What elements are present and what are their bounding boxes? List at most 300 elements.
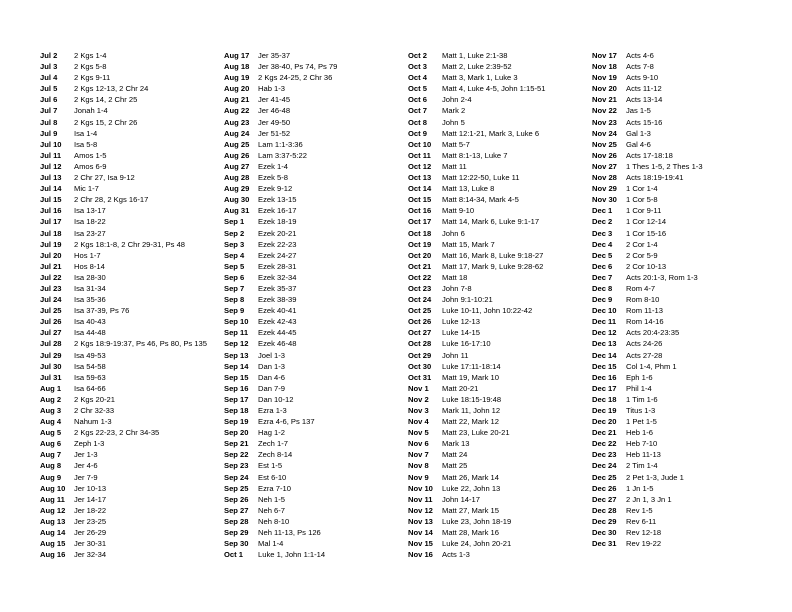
reading-date: Sep 22 [224,450,249,460]
reading-date: Aug 17 [224,51,250,60]
reading-date: Aug 8 [40,461,62,471]
schedule-row [40,283,207,294]
schedule-row [224,527,337,538]
schedule-row [592,239,703,250]
reading-date: Oct 8 [408,117,427,127]
reading-date: Jul 24 [40,295,62,305]
reading-passage: Mal 1-4 [258,539,284,549]
schedule-row [224,228,337,239]
schedule-row [408,194,545,205]
reading-passage: Matt 27, Mark 15 [442,505,499,515]
schedule-row [592,161,703,172]
reading-date: Sep 1 [224,217,245,227]
reading-date: Oct 7 [408,106,427,116]
reading-date: Sep 24 [224,472,249,482]
reading-passage: Matt 8:14-34, Mark 4-5 [442,195,519,205]
reading-date: Dec 11 [592,317,617,327]
reading-passage: Heb 1-6 [626,428,654,438]
reading-passage: Isa 37-39, Ps 76 [74,306,130,316]
reading-passage: Ezra 4-6, Ps 137 [258,417,315,427]
reading-date: Sep 14 [224,361,249,371]
reading-passage: Jer 41-45 [258,95,291,105]
schedule-row [408,327,545,338]
schedule-row [40,327,207,338]
reading-passage: 2 Chr 32-33 [74,406,115,415]
schedule-row [408,250,545,261]
reading-passage: Matt 8:1-13, Luke 7 [442,150,508,160]
reading-passage: Zech 8-14 [258,450,293,460]
reading-passage: 2 Kgs 12-13, 2 Chr 24 [74,84,149,94]
reading-date: Nov 20 [592,84,617,94]
reading-date: Nov 10 [408,483,433,493]
reading-passage: Luke 23, John 18-19 [442,516,512,526]
reading-date: Sep 11 [224,328,249,338]
schedule-row [224,283,337,294]
schedule-row [408,527,545,538]
reading-passage: Jer 1-3 [74,450,98,460]
reading-passage: 2 Chr 27, Isa 9-12 [74,173,135,183]
reading-passage: Matt 14, Mark 6, Luke 9:1-17 [442,217,540,227]
reading-date: Oct 15 [408,195,432,205]
reading-date: Aug 31 [224,206,250,216]
reading-passage: Mark 2 [442,106,466,116]
schedule-row [408,316,545,327]
schedule-row [224,205,337,216]
reading-date: Nov 13 [408,516,433,526]
reading-passage: Isa 5-8 [74,139,98,149]
reading-date: Oct 17 [408,217,432,227]
reading-date: Nov 19 [592,73,617,83]
schedule-row [224,361,337,372]
reading-date: Jul 26 [40,317,62,327]
reading-passage: Rev 19-22 [626,539,662,549]
schedule-row [224,139,337,150]
schedule-row [224,483,337,494]
schedule-row [40,516,207,527]
reading-passage: Lam 3:37-5:22 [258,150,307,160]
reading-date: Aug 4 [40,417,62,427]
reading-date: Nov 29 [592,184,617,194]
schedule-row [592,228,703,239]
schedule-row [40,416,207,427]
schedule-row [40,128,207,139]
reading-passage: Ezek 1-4 [258,161,288,171]
reading-date: Jul 22 [40,272,62,282]
reading-passage: Jas 1-5 [626,106,651,116]
schedule-row [592,494,703,505]
schedule-row [408,416,545,427]
schedule-row [224,405,337,416]
schedule-row [592,83,703,94]
reading-date: Dec 13 [592,339,617,349]
reading-date: Sep 18 [224,406,249,415]
schedule-row [592,383,703,394]
reading-date: Jul 20 [40,250,62,260]
reading-passage: Matt 18 [442,272,468,282]
schedule-row [40,316,207,327]
schedule-row [224,505,337,516]
reading-date: Oct 24 [408,295,432,305]
reading-date: Jul 16 [40,206,62,216]
schedule-row [408,83,545,94]
reading-date: Aug 18 [224,62,250,72]
reading-passage: Matt 12:1-21, Mark 3, Luke 6 [442,128,540,138]
reading-date: Aug 15 [40,539,66,549]
reading-date: Sep 21 [224,439,249,449]
schedule-row [592,538,703,549]
schedule-row [40,460,207,471]
reading-date: Oct 20 [408,250,432,260]
reading-date: Nov 18 [592,62,617,72]
reading-passage: Ezek 46-48 [258,339,297,349]
reading-passage: 2 Tim 1-4 [626,461,658,471]
schedule-row [40,250,207,261]
reading-passage: Acts 11-12 [626,84,662,94]
reading-passage: John 9:1-10:21 [442,295,493,305]
reading-passage: Isa 31-34 [74,283,106,293]
schedule-row [408,61,545,72]
reading-passage: 1 Cor 15-16 [626,228,667,238]
reading-passage: Rom 8-10 [626,295,660,305]
reading-date: Aug 25 [224,139,250,149]
schedule-row [40,61,207,72]
schedule-row [592,117,703,128]
reading-date: Oct 26 [408,317,432,327]
schedule-row [408,183,545,194]
reading-date: Dec 6 [592,261,613,271]
reading-passage: Isa 28-30 [74,272,106,282]
schedule-row [408,438,545,449]
reading-date: Sep 6 [224,272,245,282]
reading-passage: Ezek 44-45 [258,328,297,338]
reading-date: Nov 23 [592,117,617,127]
reading-passage: 1 Cor 12-14 [626,217,667,227]
reading-date: Nov 30 [592,195,617,205]
reading-passage: Acts 24-26 [626,339,663,349]
schedule-row [40,194,207,205]
schedule-row [224,50,337,61]
schedule-row [40,338,207,349]
schedule-row [592,516,703,527]
schedule-row [224,117,337,128]
schedule-row [224,183,337,194]
reading-passage: Acts 1-3 [442,550,470,560]
reading-passage: Isa 59-63 [74,372,106,382]
schedule-row [592,449,703,460]
reading-date: Nov 21 [592,95,617,105]
reading-passage: Ezek 22-23 [258,239,297,249]
reading-date: Nov 24 [592,128,617,138]
schedule-row [224,460,337,471]
reading-date: Dec 3 [592,228,613,238]
reading-passage: Luke 16-17:10 [442,339,491,349]
schedule-row [224,472,337,483]
reading-date: Sep 27 [224,505,249,515]
reading-passage: Jer 4-6 [74,461,98,471]
reading-passage: Matt 11 [442,161,467,171]
reading-passage: Ezek 5-8 [258,173,288,183]
schedule-row [592,394,703,405]
reading-passage: Matt 4, Luke 4-5, John 1:15-51 [442,84,546,94]
schedule-row [40,361,207,372]
reading-passage: Jer 14-17 [74,494,107,504]
schedule-row [40,294,207,305]
reading-date: Aug 12 [40,505,66,515]
reading-passage: Amos 1-5 [74,150,107,160]
schedule-row [40,438,207,449]
schedule-row [224,150,337,161]
reading-date: Oct 9 [408,128,427,138]
reading-passage: Neh 1-5 [258,494,286,504]
reading-date: Oct 30 [408,361,432,371]
reading-passage: Matt 26, Mark 14 [442,472,499,482]
reading-date: Dec 18 [592,394,617,404]
reading-passage: Isa 1-4 [74,128,98,138]
reading-passage: Ezek 38-39 [258,295,297,305]
reading-date: Oct 31 [408,372,432,382]
reading-passage: Jer 18-22 [74,505,107,515]
reading-passage: Ezek 35-37 [258,283,297,293]
schedule-row [224,272,337,283]
schedule-row [224,383,337,394]
reading-date: Sep 3 [224,239,245,249]
schedule-row [224,161,337,172]
schedule-row [40,494,207,505]
reading-passage: 1 Cor 9-11 [626,206,662,216]
reading-passage: Mark 13 [442,439,470,449]
reading-date: Jul 2 [40,51,58,60]
reading-passage: 2 Cor 1-4 [626,239,658,249]
schedule-row [224,94,337,105]
schedule-row [40,305,207,316]
reading-passage: Neh 6-7 [258,505,286,515]
schedule-row [592,472,703,483]
reading-date: Sep 17 [224,394,249,404]
reading-passage: Jonah 1-4 [74,106,108,116]
reading-date: Aug 14 [40,528,66,538]
reading-date: Nov 3 [408,406,429,415]
reading-date: Jul 19 [40,239,62,249]
reading-date: Dec 21 [592,428,617,438]
reading-passage: 1 Pet 1-5 [626,417,657,427]
reading-passage: Dan 10-12 [258,394,294,404]
reading-date: Nov 8 [408,461,429,471]
reading-date: Dec 24 [592,461,617,471]
reading-passage: Nahum 1-3 [74,417,112,427]
reading-passage: Isa 13-17 [74,206,106,216]
schedule-row [408,383,545,394]
reading-date: Oct 27 [408,328,432,338]
schedule-row [592,361,703,372]
reading-date: Dec 25 [592,472,617,482]
schedule-row [224,261,337,272]
reading-date: Sep 9 [224,306,245,316]
schedule-row [224,316,337,327]
reading-date: Nov 6 [408,439,429,449]
reading-date: Dec 4 [592,239,613,249]
reading-passage: Ezek 16-17 [258,206,297,216]
reading-passage: Matt 17, Mark 9, Luke 9:28-62 [442,261,544,271]
reading-passage: Acts 4-6 [626,51,654,60]
reading-date: Jul 17 [40,217,62,227]
reading-date: Oct 28 [408,339,432,349]
reading-date: Nov 25 [592,139,617,149]
schedule-row [408,50,545,61]
reading-passage: Jer 49-50 [258,117,291,127]
schedule-row [408,427,545,438]
reading-passage: Heb 11-13 [626,450,661,460]
reading-passage: Isa 40-43 [74,317,106,327]
reading-date: Sep 16 [224,383,249,393]
reading-date: Nov 7 [408,450,429,460]
reading-date: Oct 11 [408,150,431,160]
schedule-row [224,438,337,449]
reading-date: Jul 15 [40,195,62,205]
reading-date: Aug 30 [224,195,250,205]
reading-passage: Matt 23, Luke 20-21 [442,428,510,438]
reading-passage: Mark 11, John 12 [442,406,501,415]
schedule-row [224,194,337,205]
reading-date: Jul 29 [40,350,62,360]
reading-passage: Rev 12-18 [626,528,662,538]
reading-passage: Jer 32-34 [74,550,107,560]
reading-date: Oct 22 [408,272,432,282]
schedule-row [40,350,207,361]
reading-date: Nov 9 [408,472,429,482]
reading-date: Jul 21 [40,261,62,271]
reading-passage: John 2-4 [442,95,472,105]
reading-date: Nov 28 [592,173,617,183]
reading-passage: Acts 27-28 [626,350,663,360]
reading-date: Dec 27 [592,494,617,504]
reading-passage: 2 Kgs 18:1-8, 2 Chr 29-31, Ps 48 [74,239,186,249]
schedule-row [592,438,703,449]
reading-date: Sep 30 [224,539,249,549]
schedule-row [592,105,703,116]
schedule-row [224,327,337,338]
reading-date: Dec 9 [592,295,613,305]
reading-date: Oct 12 [408,161,432,171]
schedule-row [408,394,545,405]
reading-date: Dec 7 [592,272,613,282]
reading-passage: Zeph 1-3 [74,439,105,449]
schedule-row [408,505,545,516]
schedule-row [40,405,207,416]
reading-date: Jul 23 [40,283,62,293]
reading-date: Oct 21 [408,261,432,271]
schedule-row [408,205,545,216]
reading-passage: Amos 6-9 [74,161,107,171]
reading-date: Aug 2 [40,394,62,404]
schedule-column-4 [592,50,703,549]
schedule-row [40,549,207,560]
reading-date: Dec 20 [592,417,617,427]
schedule-row [40,205,207,216]
reading-passage: 1 Tim 1-6 [626,394,658,404]
reading-passage: Acts 9-10 [626,73,659,83]
reading-date: Jul 3 [40,62,58,72]
schedule-row [224,72,337,83]
schedule-row [224,494,337,505]
reading-date: Dec 14 [592,350,617,360]
reading-passage: Heb 7-10 [626,439,658,449]
reading-date: Sep 7 [224,283,245,293]
reading-passage: Jer 10-13 [74,483,107,493]
reading-passage: Ezek 18-19 [258,217,297,227]
reading-date: Oct 1 [224,550,243,560]
reading-date: Dec 30 [592,528,617,538]
schedule-row [40,172,207,183]
reading-passage: Jer 7-9 [74,472,98,482]
schedule-row [592,338,703,349]
reading-date: Dec 1 [592,206,613,216]
reading-passage: Titus 1-3 [626,406,656,415]
reading-date: Sep 15 [224,372,249,382]
reading-passage: Luke 12-13 [442,317,480,327]
schedule-row [408,449,545,460]
reading-passage: 1 Thes 1-5, 2 Thes 1-3 [626,161,703,171]
reading-passage: 2 Kgs 15, 2 Chr 26 [74,117,138,127]
reading-passage: Ezek 13-15 [258,195,297,205]
reading-passage: Ezek 42-43 [258,317,297,327]
schedule-row [40,105,207,116]
schedule-row [408,460,545,471]
schedule-row [592,283,703,294]
reading-passage: Rev 1-5 [626,505,653,515]
reading-passage: 2 Kgs 18:9-19:37, Ps 46, Ps 80, Ps 135 [74,339,207,349]
schedule-row [408,305,545,316]
reading-date: Oct 16 [408,206,432,216]
schedule-row [40,183,207,194]
schedule-row [40,83,207,94]
reading-date: Jul 30 [40,361,62,371]
schedule-row [224,172,337,183]
reading-date: Nov 1 [408,383,429,393]
reading-passage: Jer 35-37 [258,51,291,60]
reading-passage: Luke 14-15 [442,328,480,338]
reading-passage: John 14-17 [442,494,480,504]
reading-passage: Matt 2, Luke 2:39-52 [442,62,512,72]
reading-date: Sep 23 [224,461,249,471]
schedule-row [408,338,545,349]
reading-date: Sep 12 [224,339,249,349]
reading-passage: Luke 22, John 13 [442,483,501,493]
reading-date: Jul 10 [40,139,62,149]
schedule-row [40,394,207,405]
schedule-row [592,427,703,438]
schedule-row [40,372,207,383]
reading-date: Dec 28 [592,505,617,515]
schedule-row [592,294,703,305]
schedule-row [592,205,703,216]
reading-passage: Ezek 24-27 [258,250,297,260]
reading-passage: 2 Kgs 14, 2 Chr 25 [74,95,138,105]
schedule-row [592,372,703,383]
schedule-row [592,72,703,83]
reading-date: Dec 12 [592,328,617,338]
schedule-row [224,549,337,560]
reading-passage: Dan 1-3 [258,361,286,371]
reading-passage: Matt 24 [442,450,468,460]
schedule-row [408,261,545,272]
reading-passage: 2 Chr 28, 2 Kgs 16-17 [74,195,149,205]
schedule-row [592,272,703,283]
reading-date: Aug 1 [40,383,62,393]
reading-date: Sep 28 [224,516,249,526]
reading-date: Oct 18 [408,228,432,238]
reading-date: Sep 20 [224,428,249,438]
reading-date: Jul 9 [40,128,58,138]
